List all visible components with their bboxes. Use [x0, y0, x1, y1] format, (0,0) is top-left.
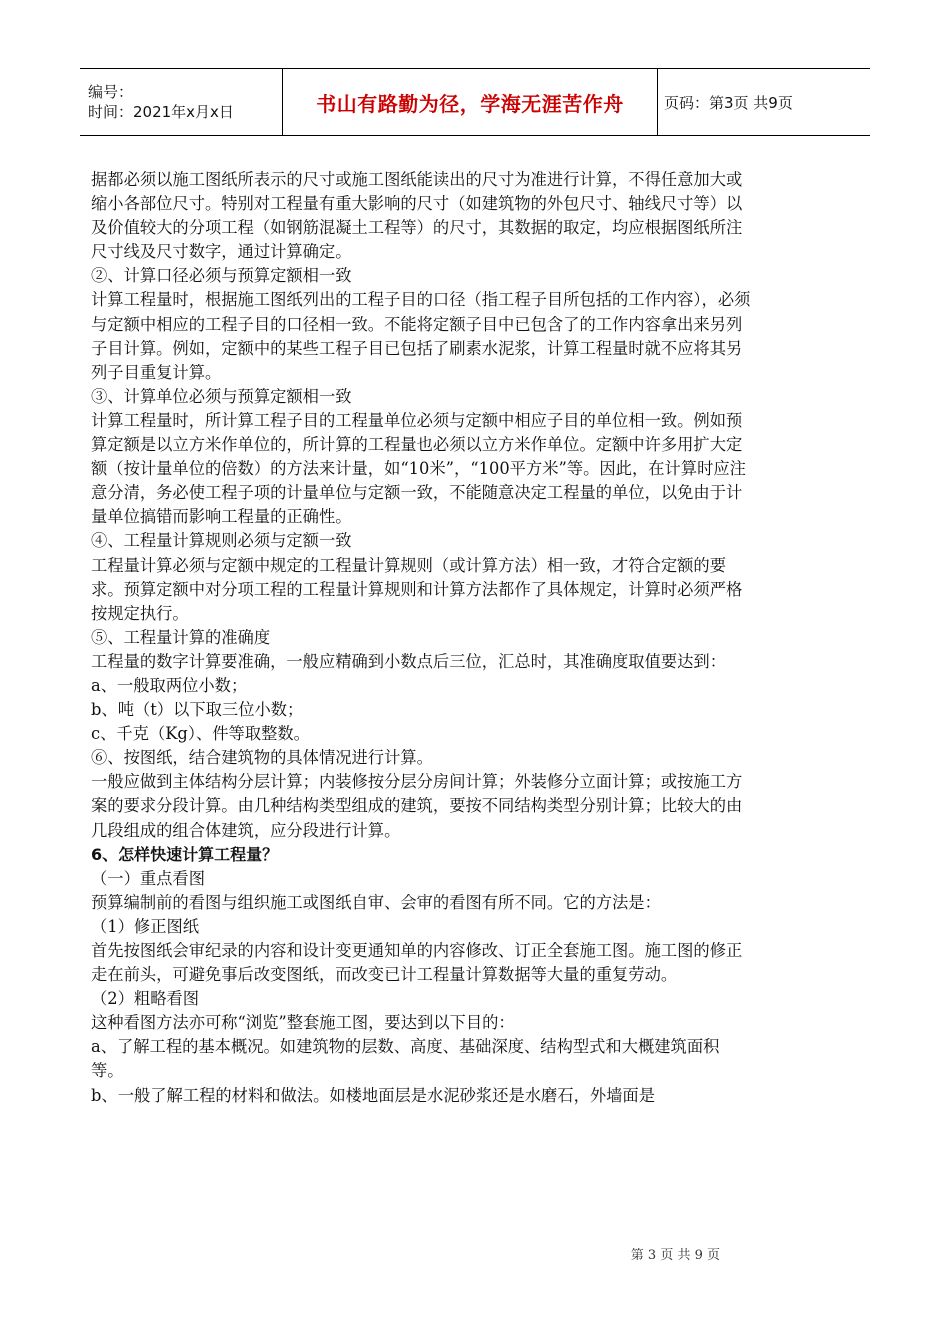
list-item: a、了解工程的基本概况。如建筑物的层数、高度、基础深度、结构型式和大概建筑面积等。	[91, 1037, 720, 1081]
paragraph: 一般应做到主体结构分层计算；内装修按分层分房间计算；外装修分立面计算；或按施工方案的要求分段计算。由几种结构类型组成的建筑，要按不同结构类型分别计算；比较大的由几段组成的组合体建筑，应分段进行计算。	[91, 772, 743, 840]
header-page-label: 页码：第3页 共9页	[664, 93, 793, 112]
list-item: c、千克（Kg）、件等取整数。	[91, 724, 310, 744]
subsection-heading: （2）粗略看图	[91, 989, 200, 1009]
section-heading: ②、计算口径必须与预算定额相一致	[91, 266, 352, 286]
number-label: 编号：	[88, 83, 134, 101]
list-item: b、吨（t）以下取三位小数；	[91, 700, 304, 720]
chapter-heading: 6、怎样快速计算工程量？	[91, 844, 279, 864]
paragraph: 工程量的数字计算要准确，一般应精确到小数点后三位，汇总时，其准确度取值要达到：	[91, 651, 726, 671]
section-heading: ④、工程量计算规则必须与定额一致	[91, 531, 352, 551]
header-meta	[80, 69, 283, 135]
page-footer: 第 3 页 共 9 页	[630, 1248, 720, 1263]
header-motto: 书山有路勤为径，学海无涯苦作舟	[283, 69, 658, 135]
subsection-heading: （1）修正图纸	[91, 916, 200, 936]
section-heading: ③、计算单位必须与预算定额相一致	[91, 386, 352, 406]
paragraph: 首先按图纸会审纪录的内容和设计变更通知单的内容修改、订正全套施工图。施工图的修正走在前头，可避免事后改变图纸，而改变已计工程量计算数据等大量的重复劳动。	[91, 941, 743, 985]
paragraph: 计算工程量时，所计算工程子目的工程量单位必须与定额中相应子目的单位相一致。例如预算定额是以立方米作单位的，所计算的工程量也必须以立方米作单位。定额中许多用扩大定额（按计量单位的倍数）的方法来计量，如“10米”，“100平方米”等。因此，在计算时应注意分清，务必使工程子项的计量单位与定额一致，不能随意决定工程量的单位，以免由于计量单位搞错而影响工程量的正确性。	[91, 410, 746, 527]
subsection-heading: （一）重点看图	[91, 868, 205, 888]
time-label: 时间：2021年x月x日	[88, 103, 234, 121]
paragraph: 计算工程量时，根据施工图纸列出的工程子目的口径（指工程子目所包括的工作内容），必须与定额中相应的工程子目的口径相一致。不能将定额子目中已包含了的工作内容拿出来另列子目计算。例如，定额中的某些工程子目已包括了刷素水泥浆，计算工程量时就不应将其另列子目重复计算。	[91, 290, 751, 382]
list-item: a、一般取两位小数；	[91, 675, 248, 695]
paragraph: 工程量计算必须与定额中规定的工程量计算规则（或计算方法）相一致，才符合定额的要求。预算定额中对分项工程的工程量计算规则和计算方法都作了具体规定，计算时必须严格按规定执行。	[91, 555, 743, 623]
paragraph: 预算编制前的看图与组织施工或图纸自审、会审的看图有所不同。它的方法是：	[91, 892, 661, 912]
paragraph: 这种看图方法亦可称“浏览”整套施工图，要达到以下目的：	[91, 1013, 515, 1033]
document-body	[91, 168, 751, 1108]
section-heading: ⑤、工程量计算的准确度	[91, 627, 271, 647]
paragraph: 据都必须以施工图纸所表示的尺寸或施工图纸能读出的尺寸为准进行计算，不得任意加大或缩小各部位尺寸。特别对工程量有重大影响的尺寸（如建筑物的外包尺寸、轴线尺寸等）以及价值较大的分项工程（如钢筋混凝土工程等）的尺寸，其数据的取定，均应根据图纸所注尺寸线及尺寸数字，通过计算确定。	[91, 170, 743, 262]
list-item: b、一般了解工程的材料和做法。如楼地面层是水泥砂浆还是水磨石，外墙面是	[91, 1085, 655, 1105]
section-heading: ⑥、按图纸，结合建筑物的具体情况进行计算。	[91, 748, 433, 768]
document-header	[80, 68, 870, 136]
